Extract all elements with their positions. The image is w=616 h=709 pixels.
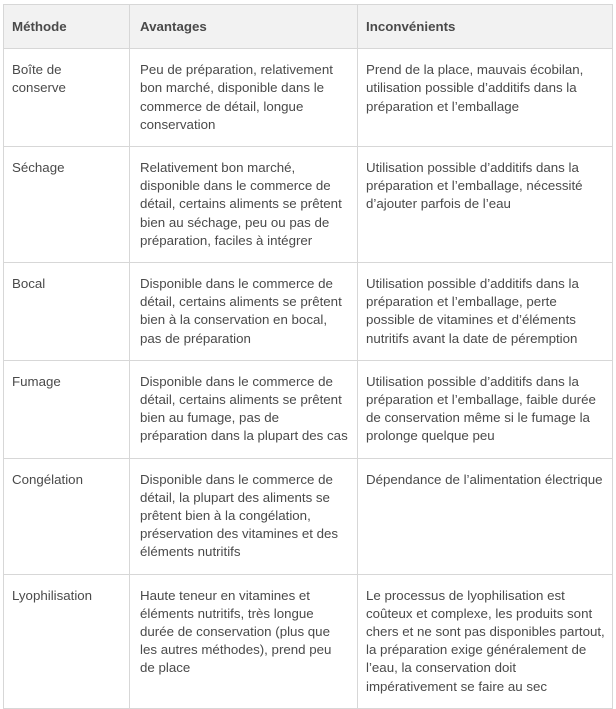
header-method: Méthode <box>4 5 130 49</box>
cell-method: Séchage <box>4 147 130 263</box>
cell-method: Fumage <box>4 360 130 458</box>
table-row <box>4 360 613 458</box>
table-row <box>4 147 613 263</box>
cell-method: Lyophilisation <box>4 574 130 708</box>
cell-advantages: Peu de préparation, relativement bon marché, disponible dans le commerce de détail, longue conservation <box>130 49 358 147</box>
header-advantages: Avantages <box>130 5 358 49</box>
comparison-table <box>3 4 613 709</box>
table-row <box>4 574 613 708</box>
table-row <box>4 49 613 147</box>
cell-advantages: Disponible dans le commerce de détail, la plupart des aliments se prêtent bien à la congélation, préservation des vitamines et des éléments nutritifs <box>130 458 358 574</box>
cell-method: Congélation <box>4 458 130 574</box>
cell-advantages: Disponible dans le commerce de détail, certains aliments se prêtent bien au fumage, pas de préparation dans la plupart des cas <box>130 360 358 458</box>
table-row <box>4 458 613 574</box>
cell-advantages: Relativement bon marché, disponible dans le commerce de détail, certains aliments se prêtent bien au séchage, peu ou pas de préparation, faciles à intégrer <box>130 147 358 263</box>
table-row <box>4 263 613 361</box>
cell-method: Bocal <box>4 263 130 361</box>
table-header-row <box>4 5 613 49</box>
cell-disadvantages: Utilisation possible d’additifs dans la préparation et l’emballage, nécessité d’ajouter parfois de l’eau <box>358 147 613 263</box>
cell-disadvantages: Prend de la place, mauvais écobilan, utilisation possible d’additifs dans la préparation et l’emballage <box>358 49 613 147</box>
cell-disadvantages: Dépendance de l’alimentation électrique <box>358 458 613 574</box>
header-disadvantages: Inconvénients <box>358 5 613 49</box>
cell-disadvantages: Le processus de lyophilisation est coûteux et complexe, les produits sont chers et ne sont pas disponibles partout, la préparation exige généralement de l’eau, la conservation doit impérativement se faire au sec <box>358 574 613 708</box>
cell-method: Boîte de conserve <box>4 49 130 147</box>
cell-disadvantages: Utilisation possible d’additifs dans la préparation et l’emballage, faible durée de conservation même si le fumage la prolonge quelque peu <box>358 360 613 458</box>
cell-disadvantages: Utilisation possible d’additifs dans la préparation et l’emballage, perte possible de vitamines et d’éléments nutritifs avant la date de péremption <box>358 263 613 361</box>
cell-advantages: Haute teneur en vitamines et éléments nutritifs, très longue durée de conservation (plus que les autres méthodes), prend peu de place <box>130 574 358 708</box>
cell-advantages: Disponible dans le commerce de détail, certains aliments se prêtent bien à la conservation en bocal, pas de préparation <box>130 263 358 361</box>
